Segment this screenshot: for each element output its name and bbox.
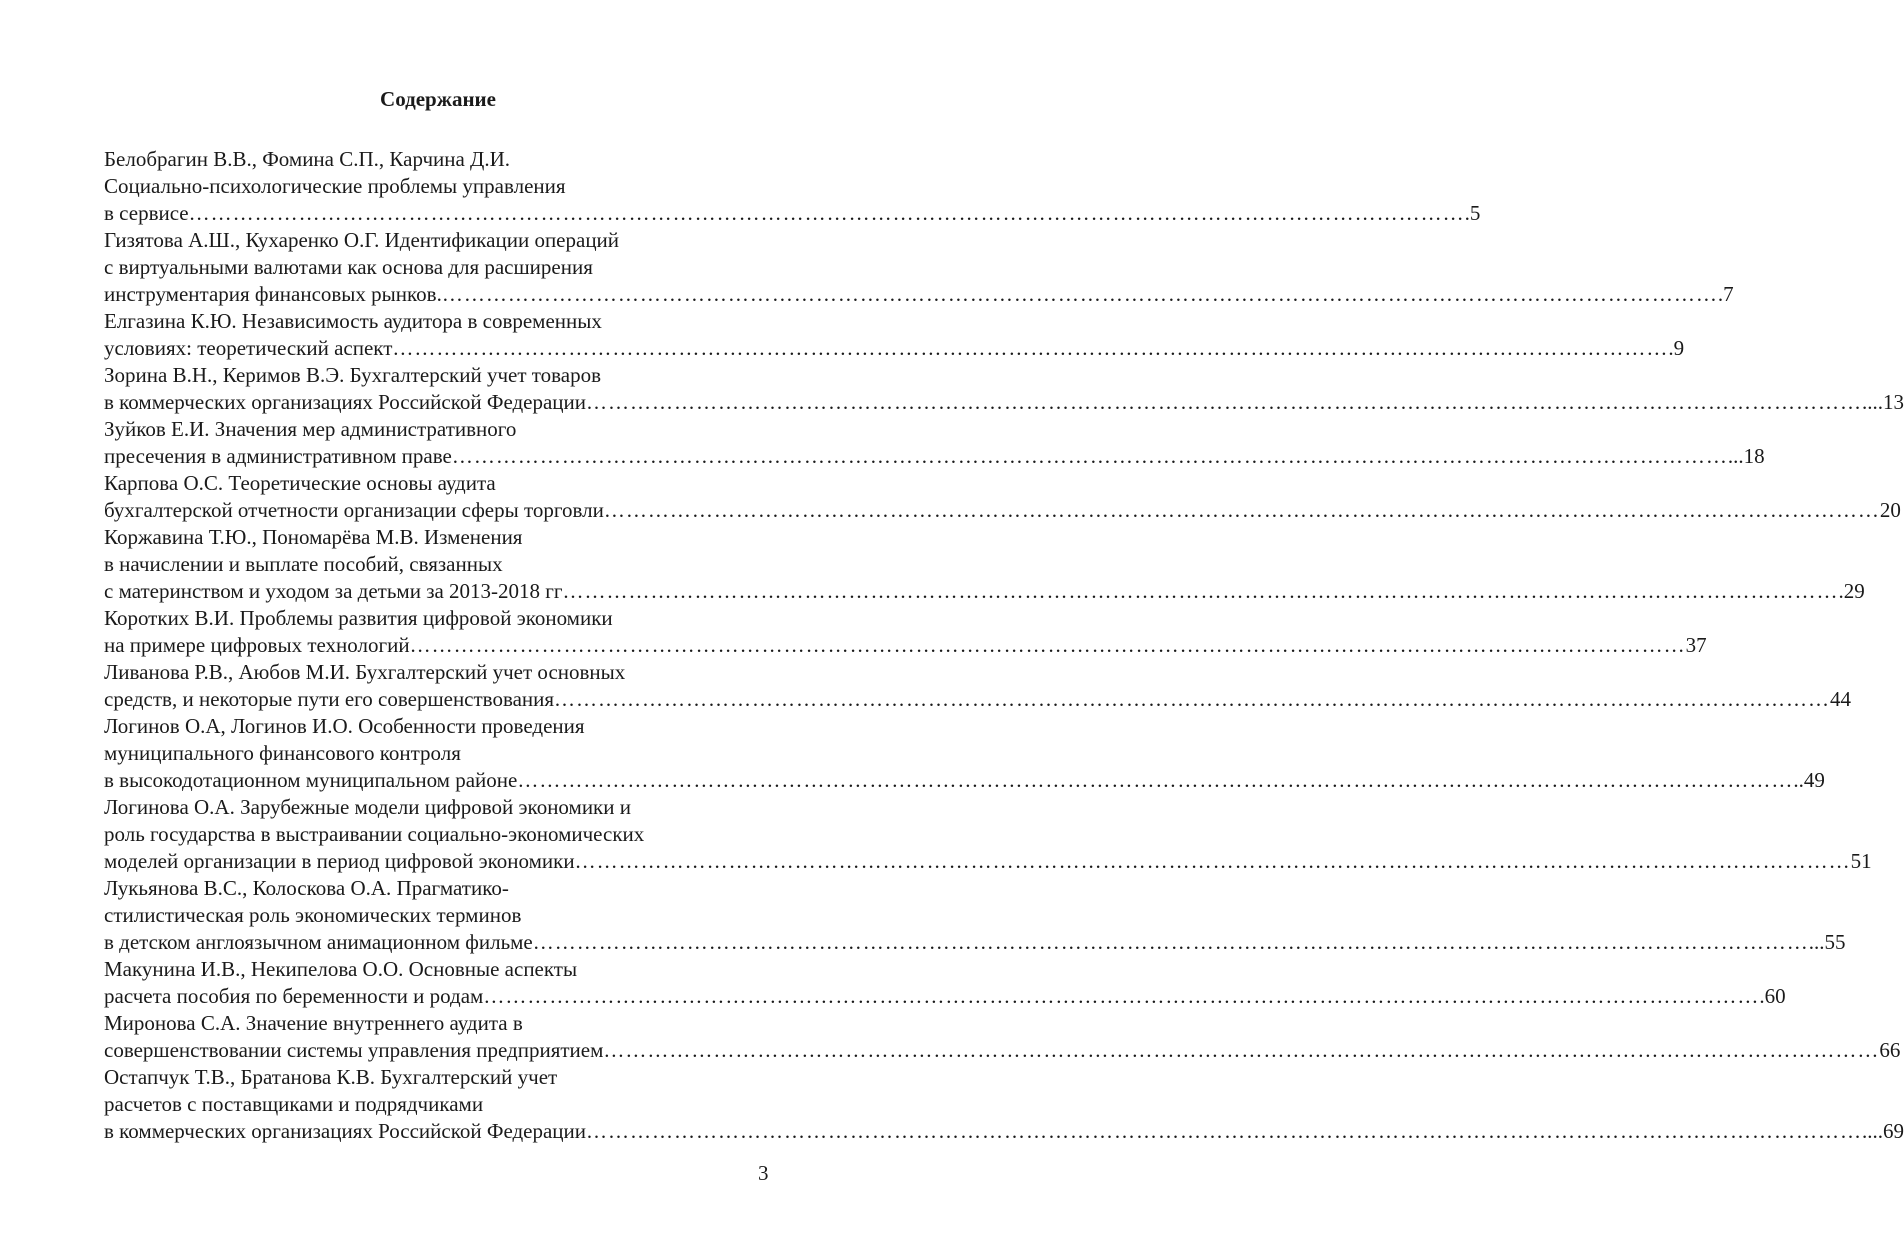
toc-entry-line: муниципального финансового контроля: [104, 741, 461, 765]
toc-page-number: 20: [1879, 498, 1901, 522]
toc-entry-last-line: [104, 281, 1734, 308]
dot-leader: …………………………………………………………………………………………………………………………………………………………: [532, 930, 1809, 954]
toc-entry: [104, 956, 1786, 1010]
toc-entry: [104, 1010, 1901, 1064]
dot-leader: …………………………………………………………………………………………………………………………………………………………: [586, 390, 1863, 414]
dot-leader: …………………………………………………………………………………………………………………………………………………………: [392, 336, 1669, 360]
dot-leader: …………………………………………………………………………………………………………………………………………………………: [603, 1038, 1880, 1062]
toc-entry-last-line: [104, 848, 1872, 875]
toc-entry: [104, 524, 1865, 605]
toc-entry: [104, 605, 1707, 659]
toc-page-number: ...18: [1727, 444, 1765, 468]
toc-entry-line: в детском англоязычном анимационном фильме: [104, 930, 533, 954]
dot-leader: …………………………………………………………………………………………………………………………………………………………: [562, 579, 1839, 603]
toc-entry: [104, 416, 1765, 470]
toc-entry: [104, 794, 1872, 875]
toc-entry-last-line: [104, 443, 1765, 470]
toc-page-number: ....69: [1862, 1119, 1904, 1143]
toc-page-number: 51: [1850, 849, 1872, 873]
toc-entry-last-line: [104, 335, 1685, 362]
page-title: Содержание: [380, 87, 496, 111]
table-of-contents: [104, 146, 1904, 1145]
toc-entry-line: в коммерческих организациях Российской Федерации: [104, 390, 587, 414]
toc-entry-line: Социально-психологические проблемы управления: [104, 174, 566, 198]
toc-entry-last-line: [104, 578, 1865, 605]
toc-entry-line: инструментария финансовых рынков.: [104, 282, 442, 306]
toc-entry-line: с виртуальными валютами как основа для расширения: [104, 255, 593, 279]
dot-leader: …………………………………………………………………………………………………………………………………………………………: [441, 282, 1718, 306]
toc-entry-line: на примере цифровых технологий: [104, 633, 410, 657]
toc-entry-last-line: [104, 929, 1846, 956]
toc-page-number: 37: [1685, 633, 1707, 657]
toc-page-number: .60: [1759, 984, 1786, 1008]
toc-entry-line: бухгалтерской отчетности организации сферы торговли: [104, 498, 604, 522]
dot-leader: …………………………………………………………………………………………………………………………………………………………: [603, 498, 1880, 522]
toc-entry-last-line: [104, 1118, 1904, 1145]
toc-entry-line: в высокодотационном муниципальном районе: [104, 768, 518, 792]
toc-page-number: ..49: [1793, 768, 1825, 792]
toc-entry: [104, 659, 1852, 713]
toc-entry-line: Карпова О.С. Теоретические основы аудита: [104, 471, 496, 495]
toc-entry-line: условиях: теоретический аспект: [104, 336, 393, 360]
toc-page-number: .29: [1838, 579, 1865, 603]
toc-entry-line: Ливанова Р.В., Аюбов М.И. Бухгалтерский учет основных: [104, 660, 626, 684]
toc-entry-line: расчетов с поставщиками и подрядчиками: [104, 1092, 484, 1116]
toc-entry-line: Макунина И.В., Некипелова О.О. Основные аспекты: [104, 957, 578, 981]
dot-leader: …………………………………………………………………………………………………………………………………………………………: [483, 984, 1760, 1008]
dot-leader: …………………………………………………………………………………………………………………………………………………………: [409, 633, 1686, 657]
toc-entry: [104, 713, 1825, 794]
toc-entry-line: пресечения в административном праве: [104, 444, 452, 468]
dot-leader: …………………………………………………………………………………………………………………………………………………………: [517, 768, 1794, 792]
toc-entry: [104, 227, 1734, 308]
toc-entry-line: стилистическая роль экономических терминов: [104, 903, 522, 927]
dot-leader: …………………………………………………………………………………………………………………………………………………………: [574, 849, 1851, 873]
toc-entry-line: Миронова С.А. Значение внутреннего аудита в: [104, 1011, 523, 1035]
toc-page-number: ...55: [1808, 930, 1846, 954]
toc-entry-line: совершенствовании системы управления предприятием: [104, 1038, 604, 1062]
toc-page-number: ....13: [1862, 390, 1904, 414]
toc-entry: [104, 875, 1846, 956]
page-number: 3: [758, 1161, 769, 1185]
toc-page-number: .7: [1717, 282, 1734, 306]
toc-entry-line: средств, и некоторые пути его совершенствования: [104, 687, 555, 711]
toc-entry-line: Елгазина К.Ю. Независимость аудитора в современных: [104, 309, 602, 333]
toc-entry-line: Остапчук Т.В., Братанова К.В. Бухгалтерский учет: [104, 1065, 558, 1089]
toc-entry: [104, 146, 1481, 227]
toc-entry-line: с материнством и уходом за детьми за 2013-2018 гг: [104, 579, 563, 603]
dot-leader: …………………………………………………………………………………………………………………………………………………………: [586, 1119, 1863, 1143]
toc-entry: [104, 308, 1685, 362]
toc-entry-line: в сервисе: [104, 201, 189, 225]
dot-leader: …………………………………………………………………………………………………………………………………………………………: [188, 201, 1465, 225]
toc-entry-last-line: [104, 497, 1901, 524]
toc-entry-line: Зуйков Е.И. Значения мер административного: [104, 417, 517, 441]
toc-page-number: .5: [1464, 201, 1481, 225]
toc-entry-line: роль государства в выстраивании социально-экономических: [104, 822, 645, 846]
toc-page-number: 44: [1830, 687, 1852, 711]
toc-entry-line: расчета пособия по беременности и родам: [104, 984, 484, 1008]
toc-entry-line: Гизятова А.Ш., Кухаренко О.Г. Идентификации операций: [104, 228, 620, 252]
toc-entry-last-line: [104, 632, 1707, 659]
toc-page-number: 66: [1879, 1038, 1901, 1062]
toc-entry-line: Зорина В.Н., Керимов В.Э. Бухгалтерский учет товаров: [104, 363, 602, 387]
toc-entry: [104, 362, 1904, 416]
toc-entry-line: Логинова О.А. Зарубежные модели цифровой экономики и: [104, 795, 631, 819]
dot-leader: …………………………………………………………………………………………………………………………………………………………: [451, 444, 1728, 468]
toc-entry: [104, 1064, 1904, 1145]
toc-entry-last-line: [104, 200, 1481, 227]
toc-entry-last-line: [104, 983, 1786, 1010]
toc-entry-line: Логинов О.А, Логинов И.О. Особенности проведения: [104, 714, 585, 738]
toc-entry-line: Коротких В.И. Проблемы развития цифровой экономики: [104, 606, 613, 630]
toc-entry: [104, 470, 1901, 524]
dot-leader: …………………………………………………………………………………………………………………………………………………………: [554, 687, 1831, 711]
toc-entry-line: в начислении и выплате пособий, связанных: [104, 552, 503, 576]
toc-entry-line: Лукьянова В.С., Колоскова О.А. Прагматико-: [104, 876, 509, 900]
toc-entry-line: моделей организации в период цифровой экономики: [104, 849, 575, 873]
toc-entry-last-line: [104, 686, 1852, 713]
toc-entry-line: Белобрагин В.В., Фомина С.П., Карчина Д.И.: [104, 147, 511, 171]
toc-entry-last-line: [104, 1037, 1901, 1064]
toc-page-number: .9: [1668, 336, 1685, 360]
toc-entry-last-line: [104, 767, 1825, 794]
toc-entry-last-line: [104, 389, 1904, 416]
toc-entry-line: Коржавина Т.Ю., Пономарёва М.В. Изменения: [104, 525, 523, 549]
toc-entry-line: в коммерческих организациях Российской Федерации: [104, 1119, 587, 1143]
